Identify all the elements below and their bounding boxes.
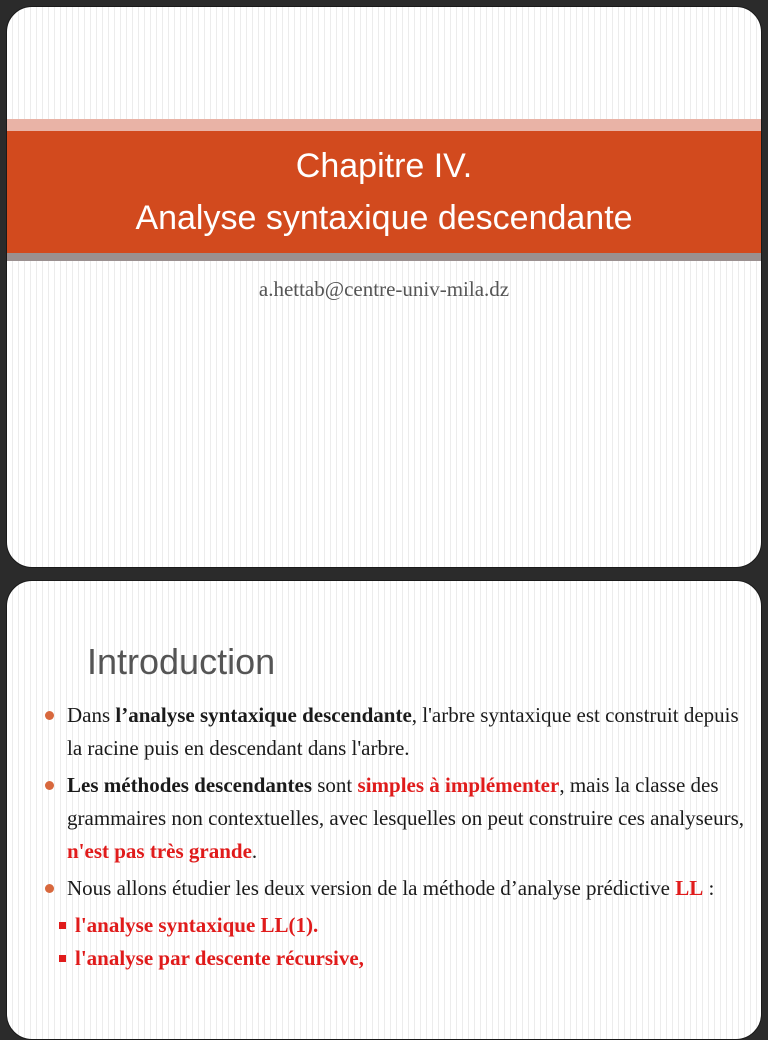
- bullet-text: :: [703, 876, 715, 900]
- title-band-accent: [7, 119, 761, 131]
- bullet-highlight: LL: [675, 876, 704, 900]
- bullet-text: Nous allons étudier les deux version de la méthode d’analyse prédictive: [67, 876, 676, 900]
- bullet-text: Dans: [67, 703, 116, 727]
- bullet-item: [45, 872, 745, 905]
- bullet-item: [45, 769, 745, 868]
- bullet-emphasis: Les méthodes descendantes: [67, 773, 312, 797]
- bullet-text: , mais la classe des grammaires non contextuelles, avec lesquelles on peut construire ces analyseurs,: [67, 773, 745, 830]
- title-line-1: Chapitre IV.: [295, 147, 473, 185]
- title-band-shadow: [7, 253, 761, 261]
- bullet-dot-icon: [45, 884, 54, 893]
- sub-bullet-item: [45, 909, 745, 942]
- title-slide: [6, 6, 762, 568]
- bullet-highlight: simples à implémenter: [357, 773, 560, 797]
- bullet-item: [45, 699, 745, 765]
- bullet-highlight: n'est pas très grande: [67, 839, 252, 863]
- sub-bullet-item: [45, 942, 745, 975]
- bullet-dot-icon: [45, 711, 54, 720]
- author-email: a.hettab@centre-univ-mila.dz: [258, 277, 510, 301]
- bullet-text: .: [251, 839, 258, 863]
- bullet-emphasis: l’analyse syntaxique descendante: [115, 703, 412, 727]
- sub-bullet-text: l'analyse par descente récursive,: [75, 946, 364, 970]
- title-line-2: Analyse syntaxique descendante: [135, 199, 633, 237]
- bullet-list: [45, 699, 745, 975]
- bullet-text: sont: [312, 773, 358, 797]
- sub-bullet-text: l'analyse syntaxique LL(1).: [75, 913, 319, 937]
- square-bullet-icon: [59, 922, 66, 929]
- introduction-slide: [6, 580, 762, 1040]
- bullet-text: , l'arbre syntaxique est construit depuis la racine puis en descendant dans l'arbre.: [67, 703, 739, 760]
- square-bullet-icon: [59, 955, 66, 962]
- slide-heading: Introduction: [87, 641, 276, 682]
- bullet-dot-icon: [45, 781, 54, 790]
- slide-title: [7, 131, 761, 253]
